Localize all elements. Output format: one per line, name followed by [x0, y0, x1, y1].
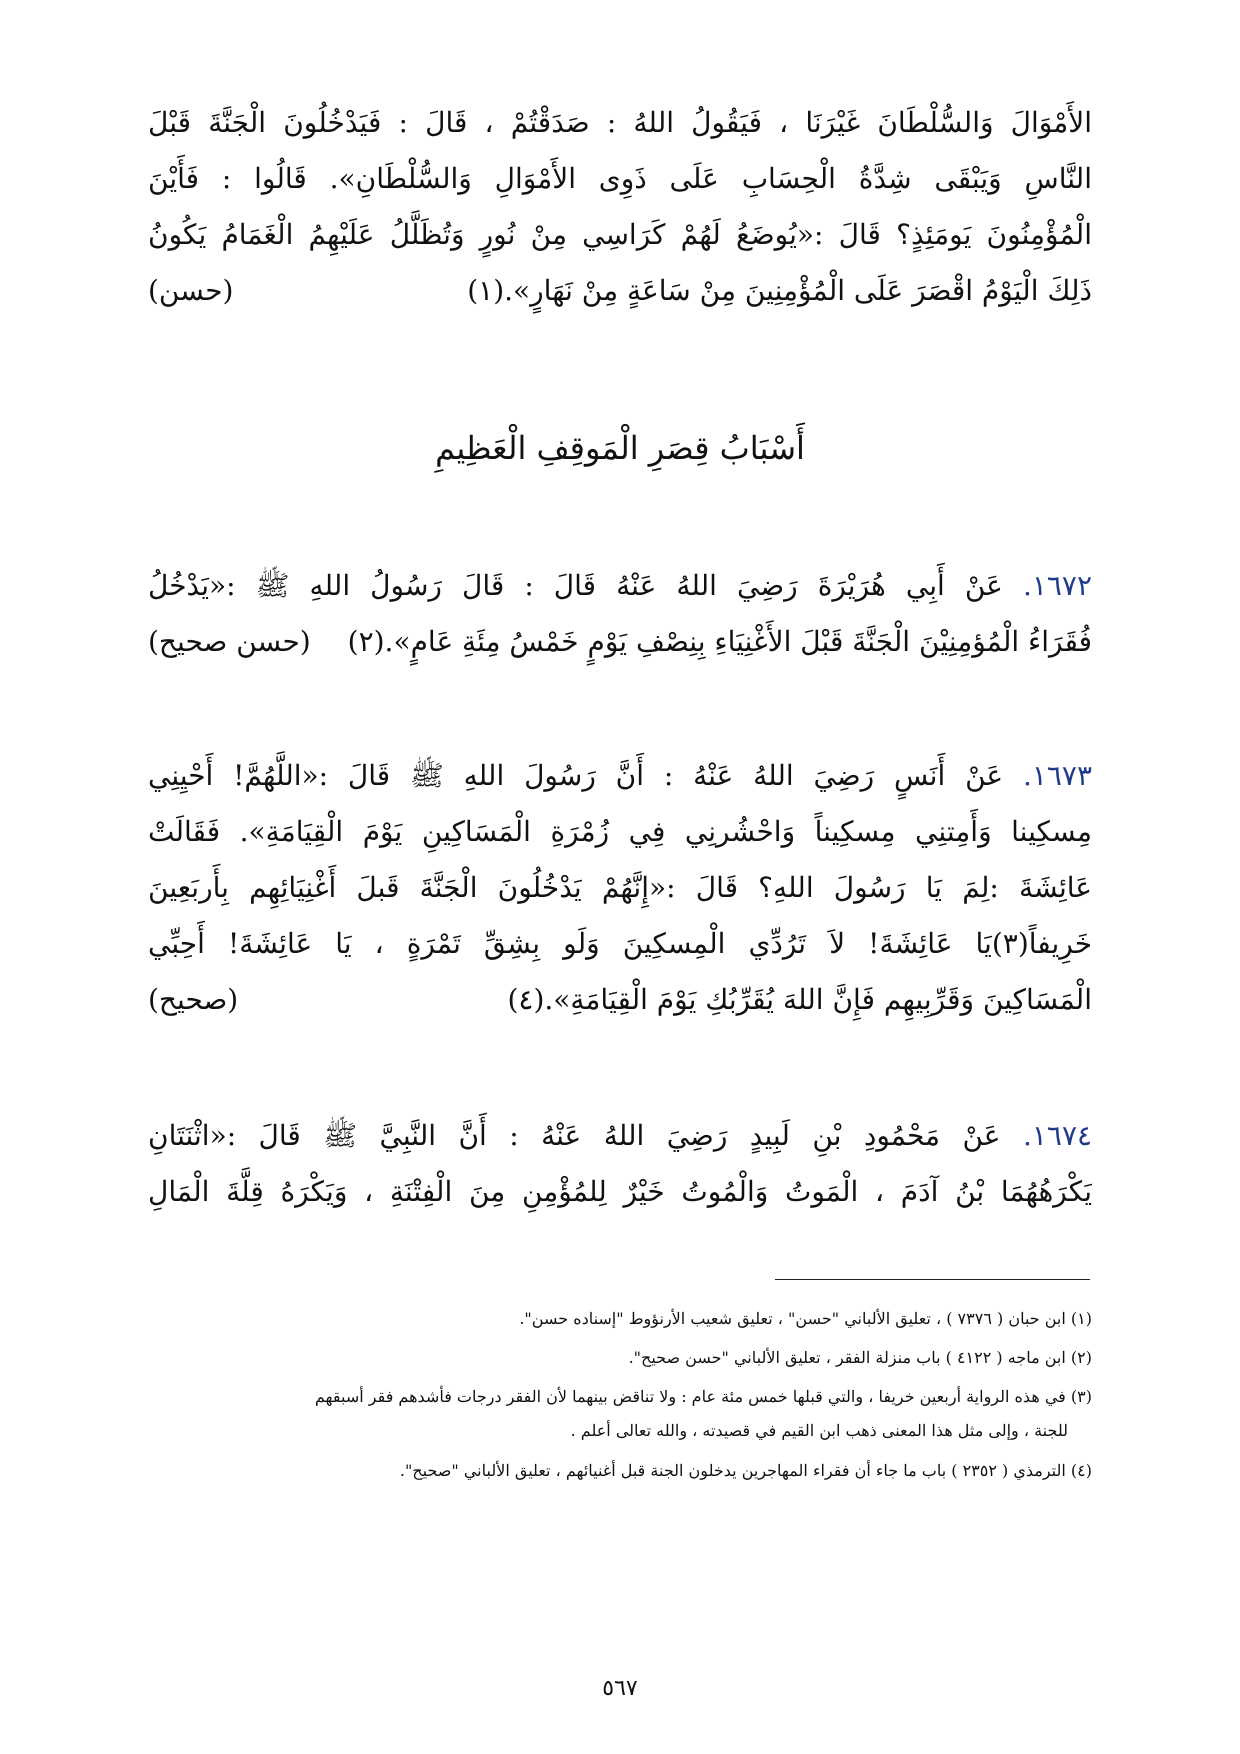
hadith-number: ١٦٧٢.	[1022, 569, 1092, 602]
footnote-continuation: للجنة ، وإلى مثل هذا المعنى ذهب ابن القيم في قصيدته ، والله تعالى أعلم .	[570, 1421, 1068, 1440]
hadith-number: ١٦٧٤.	[1022, 1119, 1092, 1152]
hadith-text: عَنْ مَحْمُودِ بْنِ لَبِيدٍ رَضِيَ اللهُ عَنْهُ : أَنَّ النَّبِيَّ ﷺ قَالَ :«اثْنَتَانِ	[148, 1119, 1001, 1152]
hadith-grade: (صحيح)	[148, 983, 239, 1016]
hadith-text: عَنْ أَنَسٍ رَضِيَ اللهُ عَنْهُ : أَنَّ رَسُولَ اللهِ ﷺ قَالَ :«اللَّهُمَّ! أَحْيِنِي	[148, 759, 1004, 792]
text-line: النَّاسِ وَيَبْقَى شِدَّةُ الْحِسَابِ عَلَى ذَوِى الأَمْوَالِ وَالسُّلْطَانِ». قَالُوا : فَأَيْنَ	[148, 162, 1092, 195]
text-line: الْمُؤْمِنُونَ يَومَئِذٍ؟ قَالَ :«يُوضَعُ لَهُمْ كَرَاسِي مِنْ نُورٍ وَتُظَلَّلُ عَلَيْهِمُ الْغَمَامُ يَكُونُ	[148, 218, 1092, 251]
footnote: (٢) ابن ماجه ( ٤١٢٢ ) باب منزلة الفقر ، تعليق الألباني "حسن صحيح".	[628, 1348, 1092, 1367]
hadith-1674	[148, 1108, 1092, 1220]
text-line: فُقَرَاءُ الْمُؤمِنِيْنَ الْجَنَّةَ قَبْلَ الأَغْنِيَاءِ بِنِصْفِ يَوْمٍ خَمْسُ مِئَةِ عَامٍ».(٢)	[347, 625, 1092, 658]
hadith-1672	[148, 558, 1092, 670]
text-line: يَكْرَهُهُمَا بْنُ آدَمَ ، الْمَوتُ وَالْمُوتُ خَيْرٌ لِلمُؤْمِنِ مِنَ الْفِتْنَةِ ، وَيَكْرَهُ قِلَّةَ الْمَالِ	[148, 1175, 1092, 1208]
hadith-grade: (حسن)	[148, 274, 234, 307]
text-line: الأَمْوَالَ وَالسُّلْطَانَ غَيْرَنَا ، فَيَقُولُ اللهُ : صَدَقْتُمْ ، قَالَ : فَيَدْخُلُونَ الْجَنَّةَ قَبْلَ	[148, 106, 1092, 139]
footnote: (٣) في هذه الرواية أربعين خريفا ، والتي قبلها خمس مئة عام : ولا تناقض بينهما لأن الفقر درجات فأشدهم فقر أسبقهم	[314, 1387, 1092, 1406]
text-line	[148, 748, 1092, 804]
text-line: مِسكِينا وَأَمِتنِي مِسكِيناً وَاحْشُرنِي فِي زُمْرَةِ الْمَسَاكِينِ يَوْمَ الْقِيَامَةِ». فَقَالَتْ	[148, 815, 1092, 848]
footnote: (٤) الترمذي ( ٢٣٥٢ ) باب ما جاء أن فقراء المهاجرين يدخلون الجنة قبل أغنيائهم ، تعليق الألباني "صحيح".	[399, 1461, 1092, 1480]
footnote: (١) ابن حبان ( ٧٣٧٦ ) ، تعليق الألباني "حسن" ، تعليق شعيب الأرنؤوط "إسناده حسن".	[519, 1309, 1092, 1328]
footnote-separator	[775, 1279, 1090, 1280]
text-line	[148, 1108, 1092, 1164]
page-number: ٥٦٧	[602, 1676, 638, 1701]
text-line: ذَلِكَ الْيَوْمُ اقْصَرَ عَلَى الْمُؤْمِنِينَ مِنْ سَاعَةٍ مِنْ نَهَارٍ».(١)	[467, 274, 1092, 307]
text-line: خَرِيفاً(٣)يَا عَائِشَةَ! لاَ تَرُدِّي الْمِسكِينَ وَلَو بِشِقِّ تَمْرَةٍ ، يَا عَائِشَةَ! أَحِبِّي	[148, 927, 1092, 960]
hadith-grade: (حسن صحيح)	[148, 625, 311, 658]
continuation-paragraph	[148, 95, 1092, 319]
text-line: الْمَسَاكِينَ وَقَرِّبِيهِم فَإِنَّ اللهَ يُقَرِّبُكِ يَوْمَ الْقِيَامَةِ».(٤)	[507, 983, 1092, 1016]
text-line	[148, 558, 1092, 614]
hadith-text: عَنْ أَبِي هُرَيْرَةَ رَضِيَ اللهُ عَنْهُ قَالَ : قَالَ رَسُولُ اللهِ ﷺ :«يَدْخُلُ	[148, 569, 1003, 602]
hadith-number: ١٦٧٣.	[1022, 759, 1092, 792]
text-line: عَائِشَةَ :لِمَ يَا رَسُولَ اللهِ؟ قَالَ :«إِنَّهُمْ يَدْخُلُونَ الْجَنَّةَ قَبلَ أَغْنِيَائِهِم بِأَربَعِينَ	[148, 871, 1092, 904]
section-heading: أَسْبَابُ قِصَرِ الْمَوقِفِ الْعَظِيمِ	[435, 429, 805, 467]
hadith-1673	[148, 748, 1092, 1028]
